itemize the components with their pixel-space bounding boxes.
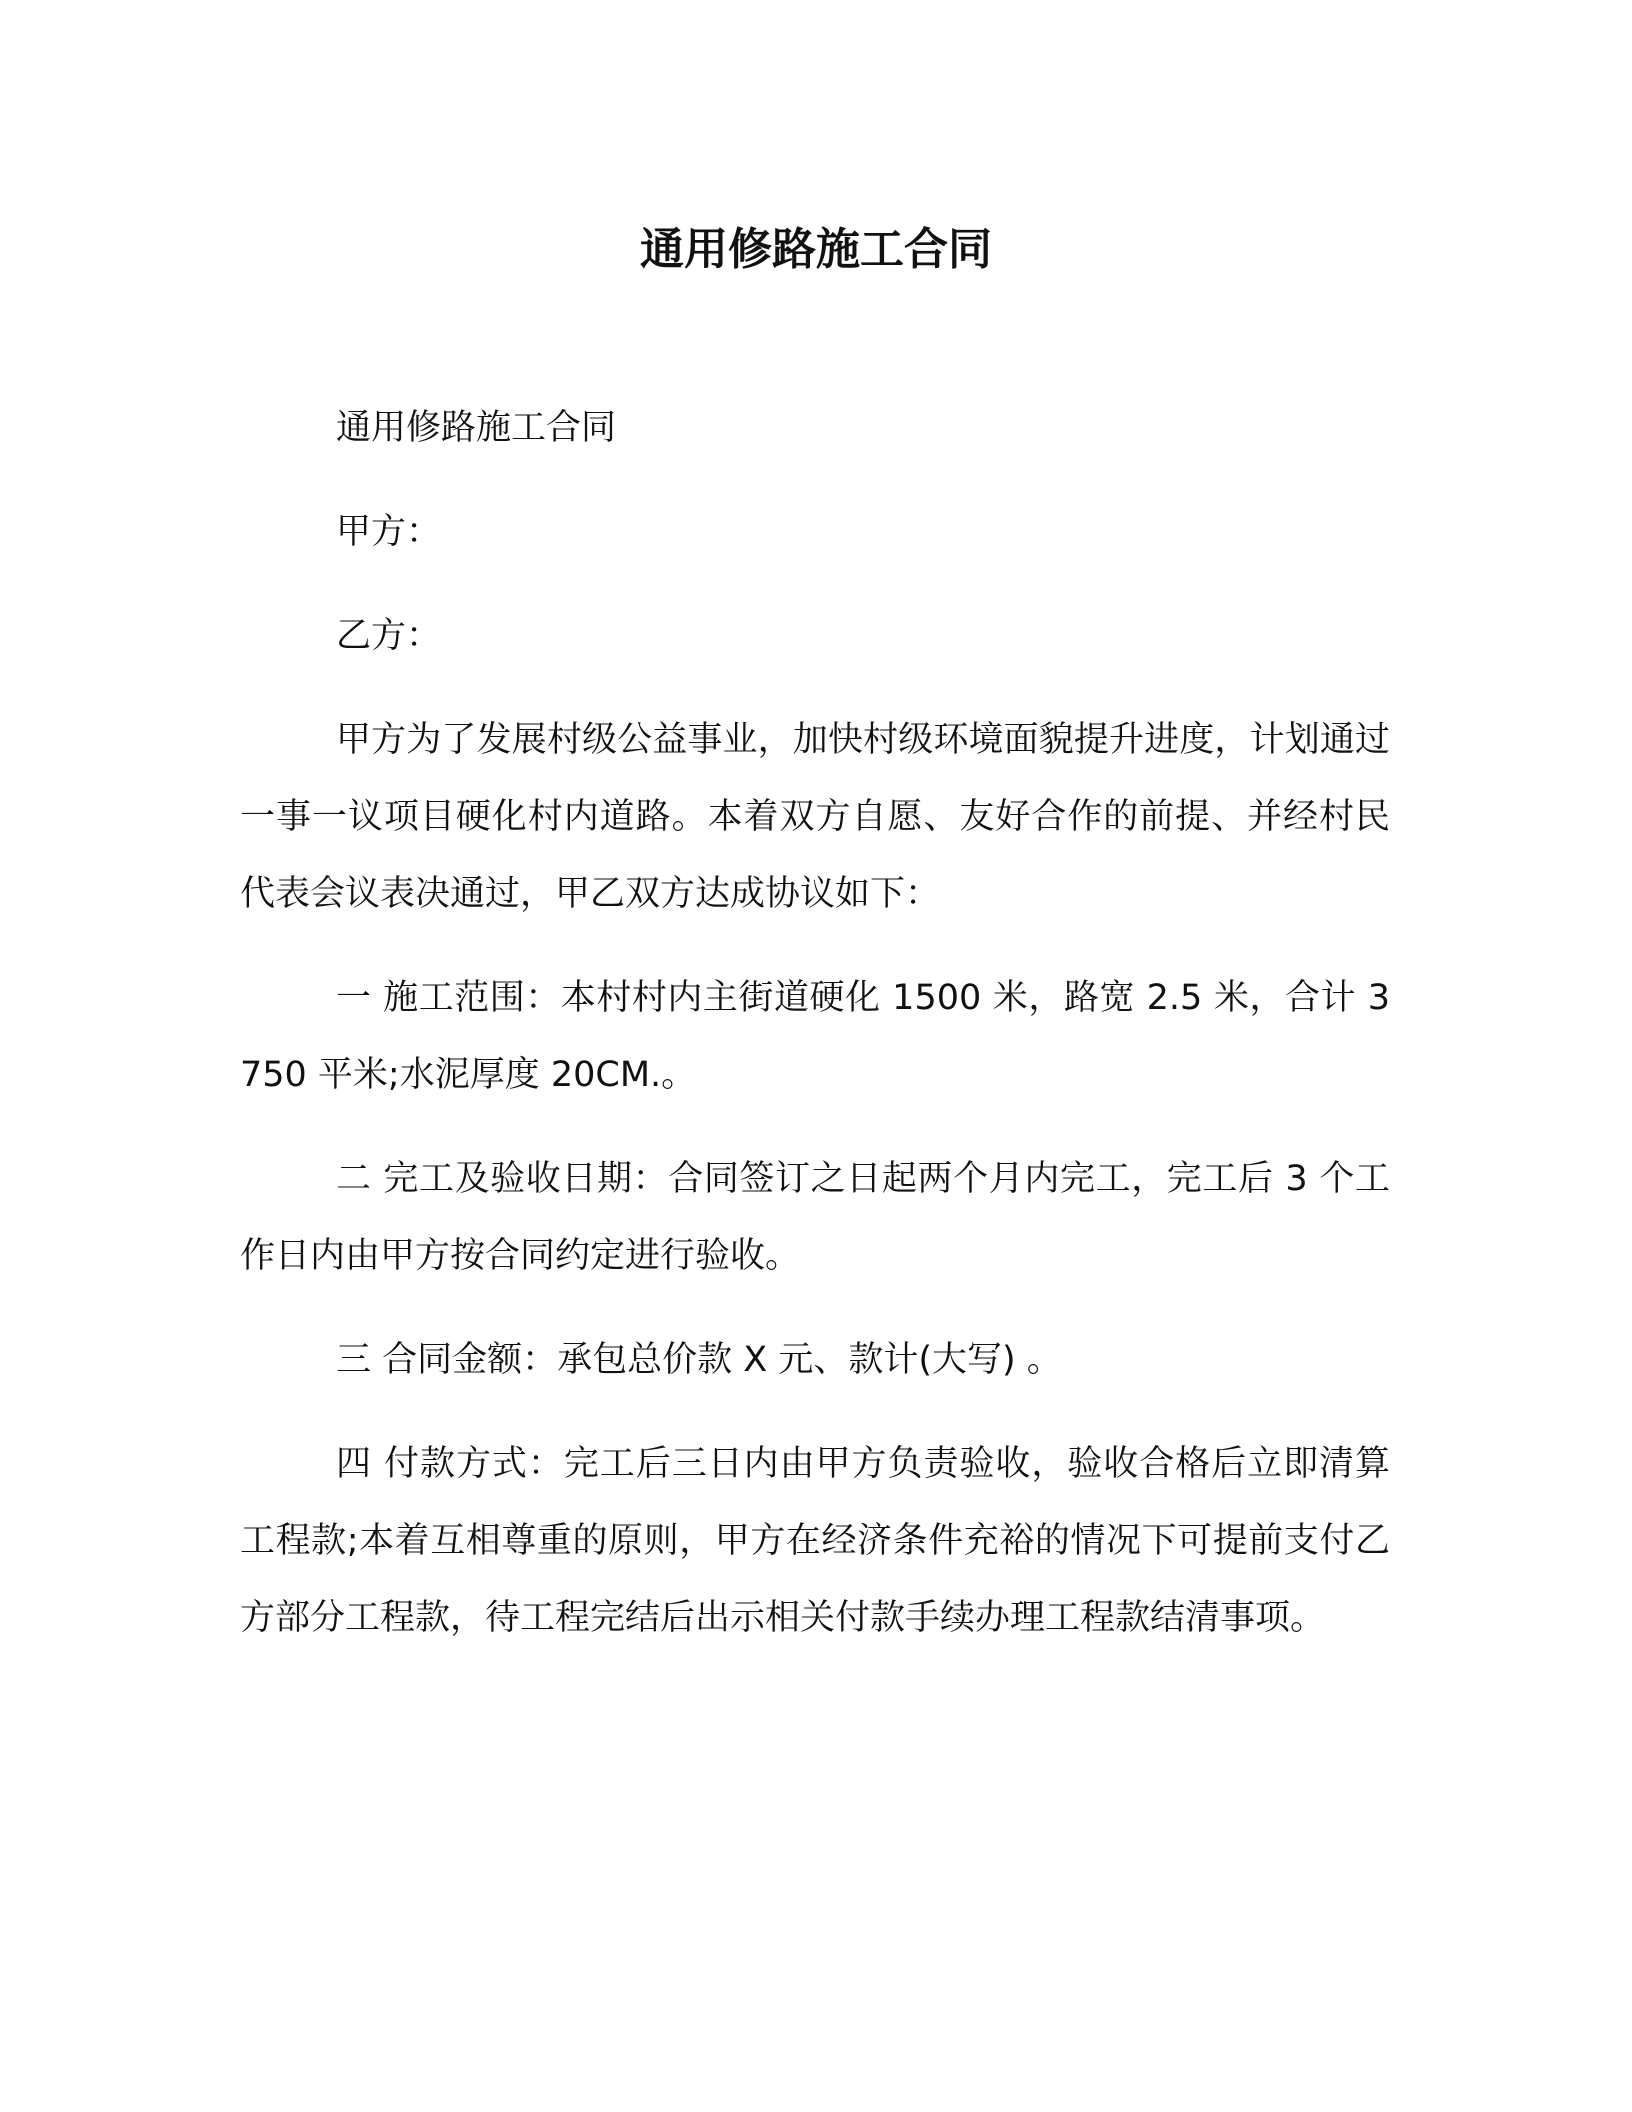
- paragraph-subtitle: 通用修路施工合同: [336, 408, 617, 448]
- paragraph-completion: 二 完工及验收日期：合同签订之日起两个月内完工，完工后 3 个工作日内由甲方按合同约定进行验收。: [240, 1159, 1390, 1276]
- document-title: 通用修路施工合同: [640, 224, 992, 275]
- paragraph-scope: 一 施工范围：本村村内主街道硬化 1500 米，路宽 2.5 米，合计 3750 平米;水泥厚度 20CM.。: [240, 978, 1390, 1095]
- paragraph-party-a: 甲方：: [336, 512, 442, 552]
- paragraph-amount: 三 合同金额：承包总价款 X 元、款计(大写) 。: [336, 1340, 1062, 1380]
- paragraph-payment: 四 付款方式：完工后三日内由甲方负责验收，验收合格后立即清算工程款;本着互相尊重的原则，甲方在经济条件充裕的情况下可提前支付乙方部分工程款，待工程完结后出示相关付款手续办理工程款结清事项。: [240, 1444, 1390, 1638]
- paragraph-preamble: 甲方为了发展村级公益事业，加快村级环境面貌提升进度，计划通过一事一议项目硬化村内道路。本着双方自愿、友好合作的前提、并经村民代表会议表决通过，甲乙双方达成协议如下：: [240, 720, 1390, 914]
- document-body: [240, 390, 1390, 1684]
- paragraph-party-b: 乙方：: [336, 616, 442, 656]
